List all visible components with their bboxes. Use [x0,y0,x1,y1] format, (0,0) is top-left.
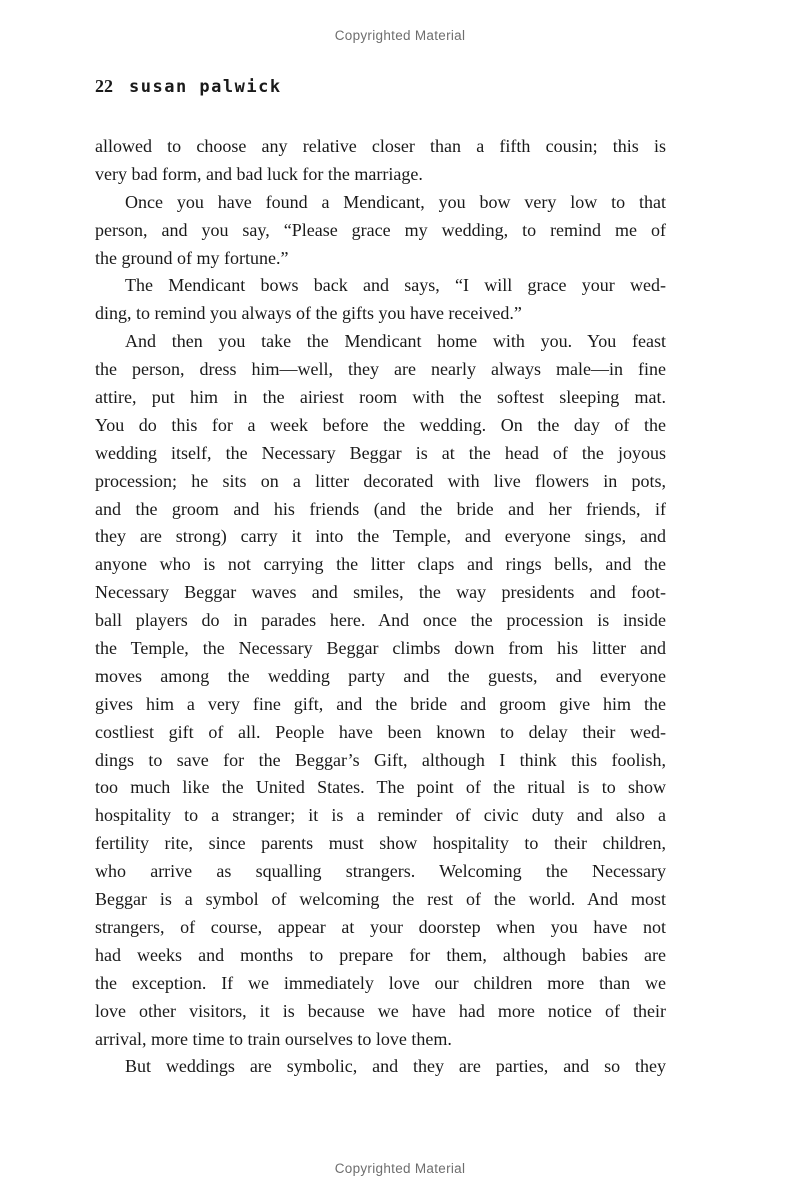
text-line: But weddings are symbolic, and they are parties, and so they [125,1056,666,1077]
text-line: Beggar is a symbol of welcoming the rest of the world. And most [95,889,666,910]
author-name: susan palwick [129,77,282,97]
text-line: the exception. If we immediately love our children more than we [95,972,666,993]
text-line: You do this for a week before the wedding. On the day of the [95,414,666,435]
text-line: too much like the United States. The point of the ritual is to show [95,777,666,798]
text-line: they are strong) carry it into the Temple, and everyone sings, and [95,526,666,547]
text-line: anyone who is not carrying the litter claps and rings bells, and the [95,554,666,575]
text-line: the person, dress him—well, they are nearly always male—in fine [95,359,666,380]
page-number: 22 [95,76,113,96]
text-line: who arrive as squalling strangers. Welcoming the Necessary [95,861,666,882]
text-line: And then you take the Mendicant home with you. You feast [125,331,666,352]
text-line: fertility rite, since parents must show hospitality to their children, [95,833,666,854]
text-line: had weeks and months to prepare for them, although babies are [95,944,666,965]
text-line: procession; he sits on a litter decorated with live flowers in pots, [95,470,666,491]
text-line: person, and you say, “Please grace my wedding, to remind me of [95,219,666,240]
body-text [95,133,666,1081]
text-line: moves among the wedding party and the guests, and everyone [95,665,666,686]
text-line: strangers, of course, appear at your doorstep when you have not [95,916,666,937]
text-line: Necessary Beggar waves and smiles, the way presidents and foot- [95,582,666,603]
text-line: The Mendicant bows back and says, “I will grace your wed- [125,275,666,296]
text-line: wedding itself, the Necessary Beggar is at the head of the joyous [95,442,666,463]
text-line: dings to save for the Beggar’s Gift, although I think this foolish, [95,749,666,770]
text-line: arrival, more time to train ourselves to love them. [95,1028,452,1049]
text-line: the ground of my fortune.” [95,247,289,268]
text-line: hospitality to a stranger; it is a reminder of civic duty and also a [95,805,666,826]
text-line: ball players do in parades here. And once the procession is inside [95,610,666,631]
text-line: love other visitors, it is because we have had more notice of their [95,1000,666,1021]
copyright-notice-bottom: Copyrighted Material [334,1161,466,1176]
text-line: Once you have found a Mendicant, you bow very low to that [125,191,666,212]
text-line: attire, put him in the airiest room with the softest sleeping mat. [95,387,666,408]
copyright-notice-top: Copyrighted Material [334,28,466,43]
text-line: allowed to choose any relative closer than a fifth cousin; this is [95,136,666,156]
text-line: ding, to remind you always of the gifts you have received.” [95,303,522,324]
page-header [95,76,282,97]
text-line: costliest gift of all. People have been known to delay their wed- [95,721,666,742]
text-line: very bad form, and bad luck for the marriage. [95,163,423,184]
text-line: and the groom and his friends (and the bride and her friends, if [95,498,666,519]
text-line: gives him a very fine gift, and the bride and groom give him the [95,693,666,714]
text-line: the Temple, the Necessary Beggar climbs down from his litter and [95,638,666,659]
